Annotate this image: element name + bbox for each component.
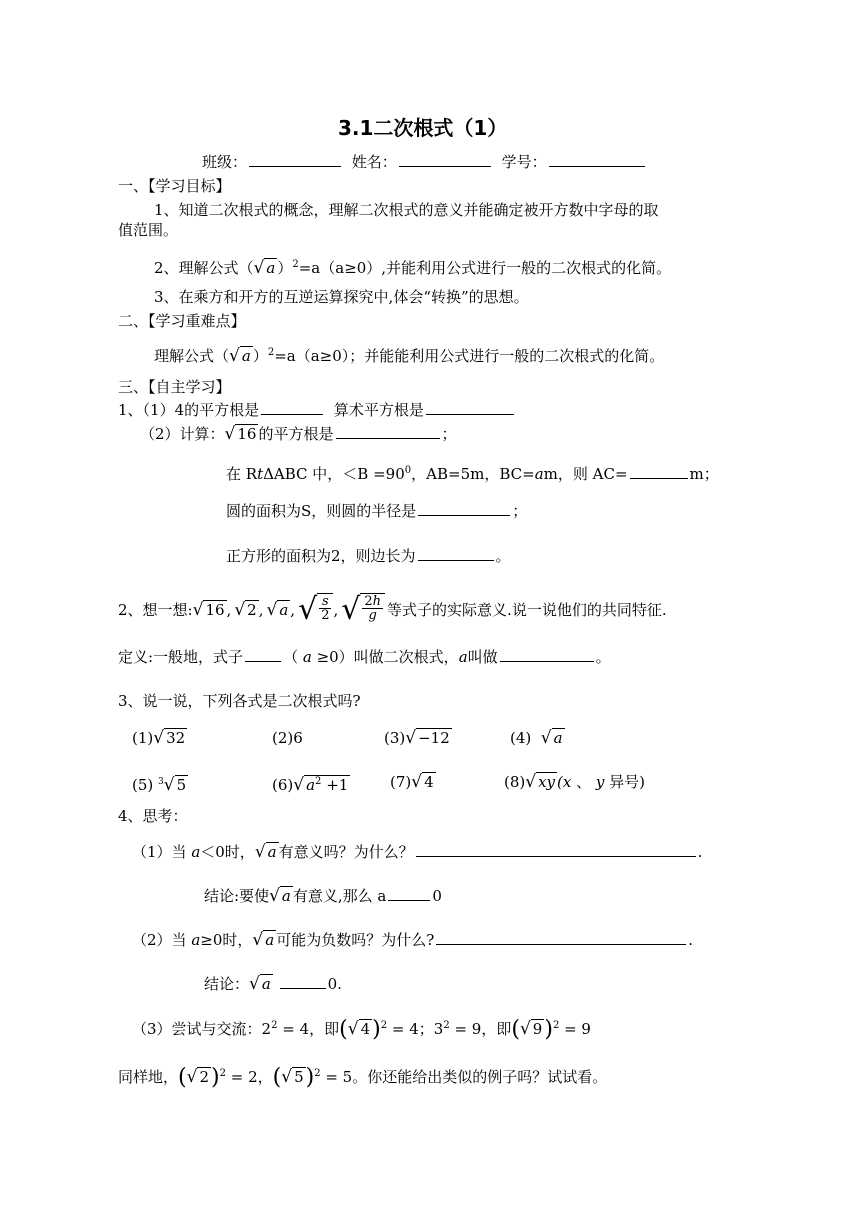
- q1-line-2: （2）计算：√ 16 的平方根是 ；: [140, 424, 457, 444]
- answer-blank[interactable]: [280, 974, 326, 989]
- name-label: 姓名：: [351, 153, 397, 171]
- sqrt-16: √ 16: [192, 600, 225, 620]
- answer-blank[interactable]: [426, 400, 514, 415]
- q4-conclusion-2: 结论：√ a 0.: [204, 974, 342, 994]
- goal-1-line-b: 值范围。: [118, 221, 179, 239]
- goal-1-line-a: 1、知道二次根式的概念，理解二次根式的意义并能确定被开方数中字母的取: [154, 201, 659, 219]
- q4-heading: 4、思考：: [118, 807, 188, 825]
- answer-blank[interactable]: [500, 647, 594, 662]
- student-info-line: [202, 152, 647, 172]
- q3-item-2: (2)6: [272, 729, 303, 747]
- answer-blank[interactable]: [336, 424, 440, 439]
- q3-item-1: (1)√ 32: [132, 728, 186, 748]
- q3-item-8: (8)√ xy (x 、 y 异号): [504, 772, 646, 792]
- answer-blank[interactable]: [630, 464, 688, 479]
- section-heading-goals: 一、【学习目标】: [118, 177, 231, 195]
- q1-line-5: 正方形的面积为2，则边长为 。: [226, 547, 511, 565]
- answer-blank[interactable]: [245, 647, 281, 662]
- keypoint-line: 理解公式（√ a ）$^2$=a（a≥0）；并能能利用公式进行一般的二次根式的化简。: [154, 346, 665, 366]
- q3-item-5: (5) $^3$√ 5: [132, 775, 187, 795]
- name-field[interactable]: [399, 152, 491, 167]
- q1-line-1: 1、（1）4的平方根是 算术平方根是: [118, 400, 516, 420]
- q3-item-4: (4) √ a: [510, 728, 563, 748]
- q1-line-4: 圆的面积为S，则圆的半径是 ；: [226, 502, 528, 520]
- q3-item-6: (6)√ $a^2 +1$: [272, 775, 349, 795]
- q1-line-3: 在 RtΔABC 中，$<B =90^0$，AB=5m，BC=am，则 AC= m；: [226, 465, 719, 483]
- sqrt-2h-over-g: √ $\frac{2h}{g}$: [341, 593, 385, 627]
- section-heading-self-study: 三、【自主学习】: [118, 378, 231, 396]
- q4-part-2: （2）当 a≥0时，√ a 可能为负数吗？为什么? .: [132, 930, 694, 950]
- answer-blank[interactable]: [418, 546, 494, 561]
- formula-sqrt-a: √ a: [253, 258, 276, 278]
- answer-blank[interactable]: [418, 501, 510, 516]
- sqrt-16: √ 16: [224, 424, 257, 444]
- id-field[interactable]: [549, 152, 645, 167]
- answer-blank[interactable]: [416, 842, 696, 857]
- formula-sqrt-a: √ a: [229, 346, 251, 366]
- sqrt-a: √ a: [266, 600, 289, 620]
- class-field[interactable]: [249, 152, 341, 167]
- q3-item-3: (3)√ −12: [384, 728, 450, 748]
- q3-item-7: (7)√ 4: [390, 772, 434, 792]
- answer-blank[interactable]: [436, 930, 686, 945]
- goal-2: 2、理解公式（√ a ）$^2$=a（a≥0）,并能利用公式进行一般的二次根式的化简。: [154, 258, 672, 278]
- answer-blank[interactable]: [261, 400, 323, 415]
- goal-3: 3、在乘方和开方的互逆运算探究中,体会“转换”的思想。: [154, 288, 529, 306]
- sqrt-2: √ 2: [234, 600, 257, 620]
- q4-part-1: （1）当 a＜0时，√ a 有意义吗？为什么？ .: [132, 842, 703, 862]
- answer-blank[interactable]: [388, 886, 430, 901]
- section-heading-keypoints: 二、【学习重难点】: [118, 312, 246, 330]
- q2-line: 2、想一想: √ 16 , √ 2 , √ a , √ $\frac{s}{2}$ , √ $\frac{2h}{g}$ 等式子的实际意义.说一说他们的共同特征.: [118, 592, 667, 627]
- class-label: 班级：: [202, 153, 248, 171]
- q4-part-3-followup: 同样地，(√ 2)$^2$ = 2，(√ 5)$^2$ = 5。你还能给出类似的例子吗？试试看。: [118, 1065, 608, 1090]
- q4-conclusion-1: 结论:要使√ a 有意义,那么 a 0: [204, 886, 442, 906]
- definition-line: 定义:一般地，式子 （ a ≥0）叫做二次根式，a叫做 。: [118, 648, 611, 666]
- page-title: 3.1二次根式（1）: [338, 116, 508, 140]
- sqrt-s-over-2: √ $\frac{s}{2}$: [298, 593, 333, 627]
- q4-part-3: （3）尝试与交流：$2^2 = 4$，即(√ 4)$^2$ = 4；$3^2 = 9$，即(√ 9)$^2$ = 9: [132, 1017, 591, 1042]
- id-label: 学号：: [501, 153, 547, 171]
- q3-heading: 3、说一说，下列各式是二次根式吗?: [118, 692, 361, 710]
